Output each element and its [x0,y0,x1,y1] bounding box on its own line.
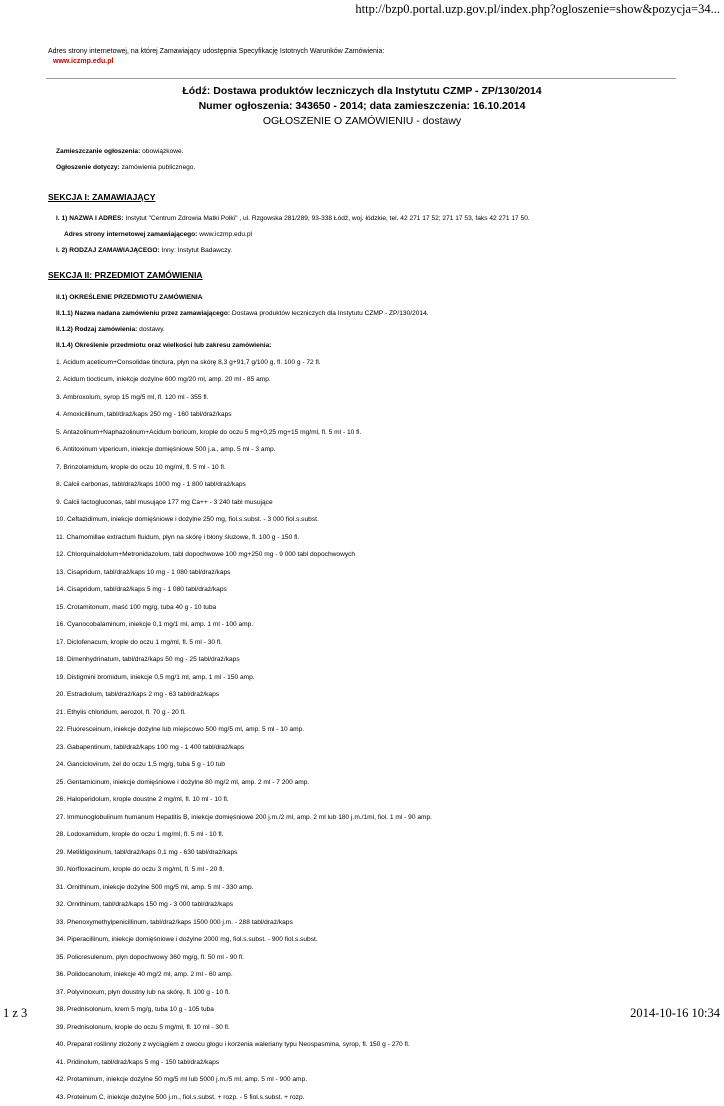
product-list-item: 43. Proteinum C, iniekcje dożylne 500 j.m., fiol.s.subst. + rozp. - 5 fiol.s.subst. + rozp. [56,1093,305,1101]
order-kind-row: II.1.2) Rodzaj zamówienia: dostawy. [56,325,165,333]
print-header-url: http://bzp0.portal.uzp.gov.pl/index.php?ogloszenie=show&pozycja=34... [355,2,720,16]
product-list-item: 31. Ornithinum, iniekcje dożylne 500 mg/5 ml, amp. 5 ml - 330 amp. [56,883,254,891]
product-list-item: 42. Protaminum, iniekcje dożylne 50 mg/5 ml lub 5000 j.m./5 ml, amp. 5 ml - 900 amp. [56,1076,308,1084]
product-list-item: 27. Immunoglobulinum humanum Hepatitis B, iniekcje domięśniowe 200 j.m./2 ml, amp. 2 ml lub 180 j.m./1ml, fiol. 1 ml - 90 amp. [56,813,433,821]
product-list-item: 35. Policresulenum, płyn dopochwowy 360 mg/g, fl. 50 ml - 90 fl. [56,953,245,961]
product-list-item: 38. Prednisolonum, krem 5 mg/g, tuba 10 g - 105 tuba [56,1006,214,1014]
print-footer-datetime: 2014-10-16 10:34 [630,1006,720,1020]
siwz-note-text: Adres strony internetowej, na której Zamawiający udostępnia Specyfikację Istotnych Warunków Zamówienia: [48,48,385,55]
contracting-authority-row: I. 1) NAZWA I ADRES: Instytut "Centrum Zdrowia Matki Polki" , ul. Rzgowska 281/289, 93-338 Łódź, woj. łódzkie, tel. 42 271 17 52; 271 17 53, faks 42 271 17 50. [56,214,530,222]
product-list-item: 33. Phenoxymethylpenicillinum, tabl/draż/kaps 1500 000 j.m. - 288 tabl/draż/kaps [56,918,293,926]
product-list-item: 37. Polyvinoxum, płyn doustny lub na skórę, fl. 100 g - 10 fl. [56,988,231,996]
siwz-note [48,47,384,67]
authority-type-row: I. 2) RODZAJ ZAMAWIAJĄCEGO: Inny: Instytut Badawczy. [56,246,233,254]
product-list-item: 3. Ambroxolum, syrop 15 mg/5 ml, fl. 120 ml - 355 fl. [56,393,209,401]
product-list-item: 8. Calcii carbonas, tabl/draż/kaps 1000 mg - 1 800 tabl/draż/kaps [56,481,246,489]
product-list-item: 6. Antitoxinum vipericum, iniekcje domięśniowe 500 j.a., amp. 5 ml - 3 amp. [56,446,276,454]
product-list-item: 15. Crotamitonum, maść 100 mg/g, tuba 40 g - 10 tuba [56,603,217,611]
product-list-item: 19. Distigmini bromidum, iniekcje 0,5 mg/1 ml, amp. 1 ml - 150 amp. [56,673,255,681]
authority-www-row: Adres strony internetowej zamawiającego: www.iczmp.edu.pl [64,230,252,238]
section-2-heading: SEKCJA II: PRZEDMIOT ZAMÓWIENIA [48,270,203,280]
order-name-row: II.1.1) Nazwa nadana zamówieniu przez zamawiającego: Dostawa produktów leczniczych dla Instytutu CZMP - ZP/130/2014. [56,309,429,317]
product-list-item: 20. Estradiolum, tabl/draż/kaps 2 mg - 63 tabl/draż/kaps [56,691,220,699]
product-list-item: 9. Calcii lactogluconas, tabl musujące 177 mg Ca++ - 3 240 tabl musujące [56,498,273,506]
product-list-item: 41. Pridinolum, tabl/draż/kaps 5 mg - 150 tabl/draż/kaps [56,1058,220,1066]
siwz-url-link[interactable]: www.iczmp.edu.pl [53,58,114,65]
notice-title: Łódź: Dostawa produktów leczniczych dla Instytutu CZMP - ZP/130/2014 [182,85,542,97]
product-list-item: 30. Norfloxacinum, krople do oczu 3 mg/ml, fl. 5 ml - 20 fl. [56,866,225,874]
product-list-item: 39. Prednisolonum, krople do oczu 5 mg/ml, fl. 10 ml - 30 fl. [56,1023,230,1031]
product-list-item: 14. Cisapridum, tabl/draż/kaps 5 mg - 1 080 tabl/draż/kaps [56,586,227,594]
product-list-item: 24. Ganciclovirum, żel do oczu 1,5 mg/g, tuba 5 g - 10 tub [56,761,225,769]
section-2 [48,269,676,1106]
header-divider [46,78,676,79]
product-list-item: 18. Dimenhydrinatum, tabl/draż/kaps 50 mg - 25 tabl/draż/kaps [56,656,240,664]
print-footer-page: 1 z 3 [3,1006,28,1020]
notice-meta [48,146,676,175]
notice-number: Numer ogłoszenia: 343650 - 2014; data zamieszczenia: 16.10.2014 [198,100,526,112]
product-list-item: 7. Brinzolamidum, krople do oczu 10 mg/ml, fl. 5 ml - 10 fl. [56,463,226,471]
notice-title-block [48,84,676,129]
product-list-item: 32. Ornithinum, tabl/draż/kaps 150 mg - 3 000 tabl/draż/kaps [56,901,234,909]
section-1 [48,191,676,258]
product-list-item: 13. Cisapridum, tabl/draż/kaps 10 mg - 1 080 tabl/draż/kaps [56,568,231,576]
notice-type: OGŁOSZENIE O ZAMÓWIENIU - dostawy [262,115,462,127]
product-list-item: 36. Polidocanolum, iniekcje 40 mg/2 ml, amp. 2 ml - 60 amp. [56,971,233,979]
product-list-item: 5. Antazolinum+Naphazolinum+Acidum boricum, krople do oczu 5 mg+0,25 mg+15 mg/ml, fl. 5 ml - 10 fl. [56,428,362,436]
product-list [48,354,676,1106]
product-list-item: 34. Piperacillinum, iniekcje domięśniowe i dożylne 2000 mg, fiol.s.subst. - 900 fiol.s.subst. [56,936,318,944]
product-list-item: 16. Cyanocobalaminum, iniekcje 0,1 mg/1 ml, amp. 1 ml - 100 amp. [56,621,254,629]
order-scope-heading: II.1.4) Określenie przedmiotu oraz wielkości lub zakresu zamówienia: [56,341,272,349]
product-list-item: 1. Acidum aceticum+Consolidae tinctura, płyn na skórę 8,3 g+91,7 g/100 g, fl. 100 g - 72 fl. [56,358,321,366]
product-list-item: 28. Lodoxamidum, krople do oczu 1 mg/ml, fl. 5 ml - 10 fl. [56,831,224,839]
product-list-item: 29. Metildigoxinum, tabl/draż/kaps 0,1 mg - 630 tabl/draż/kaps [56,848,238,856]
product-list-item: 12. Chlorquinaldolum+Metronidazolum, tabl dopochwowe 100 mg+250 mg - 9 000 tabl dopochwowych [56,551,356,559]
placement-row: Zamieszczanie ogłoszenia: obowiązkowe. [56,148,184,155]
product-list-item: 4. Amoxicillinum, tabl/draż/kaps 250 mg - 160 tabl/draż/kaps [56,411,232,419]
product-list-item: 26. Haloperidolum, krople doustne 2 mg/ml, fl. 10 ml - 10 fl. [56,796,229,804]
product-list-item: 2. Acidum tiocticum, iniekcje dożylne 600 mg/20 ml, amp. 20 ml - 85 amp. [56,376,271,384]
product-list-item: 21. Ethylis chloridum, aerozol, fl. 70 g - 20 fl. [56,708,186,716]
subject-heading: II.1) OKREŚLENIE PRZEDMIOTU ZAMÓWIENIA [56,293,203,301]
product-list-item: 11. Chamomillae extractum fluidum, płyn na skórę i błony śluzowe, fl. 100 g - 150 fl. [56,533,300,541]
concerns-row: Ogłoszenie dotyczy: zamówienia publicznego. [56,163,196,171]
product-list-item: 40. Preparat roślinny złożony z wyciągiem z owocu głogu i korzenia waleriany typu Neospasmina, syrop, fl. 150 g - 270 fl. [56,1041,410,1049]
product-list-item: 25. Gentamicinum, iniekcje domięśniowe i dożylne 80 mg/2 ml, amp. 2 ml - 7 200 amp. [56,778,310,786]
section-1-heading: SEKCJA I: ZAMAWIAJĄCY [48,192,156,202]
product-list-item: 17. Diclofenacum, krople do oczu 1 mg/ml, fl. 5 ml - 30 fl. [56,638,223,646]
product-list-item: 10. Ceftazidimum, iniekcje domięśniowe i dożylne 250 mg, fiol.s.subst. - 3 000 fiol.s.subst. [56,516,319,524]
product-list-item: 22. Fluoresceinum, iniekcje dożylne lub miejscowo 500 mg/5 ml, amp. 5 ml - 10 amp. [56,726,305,734]
product-list-item: 23. Gabapentinum, tabl/draż/kaps 100 mg - 1 400 tabl/draż/kaps [56,743,245,751]
